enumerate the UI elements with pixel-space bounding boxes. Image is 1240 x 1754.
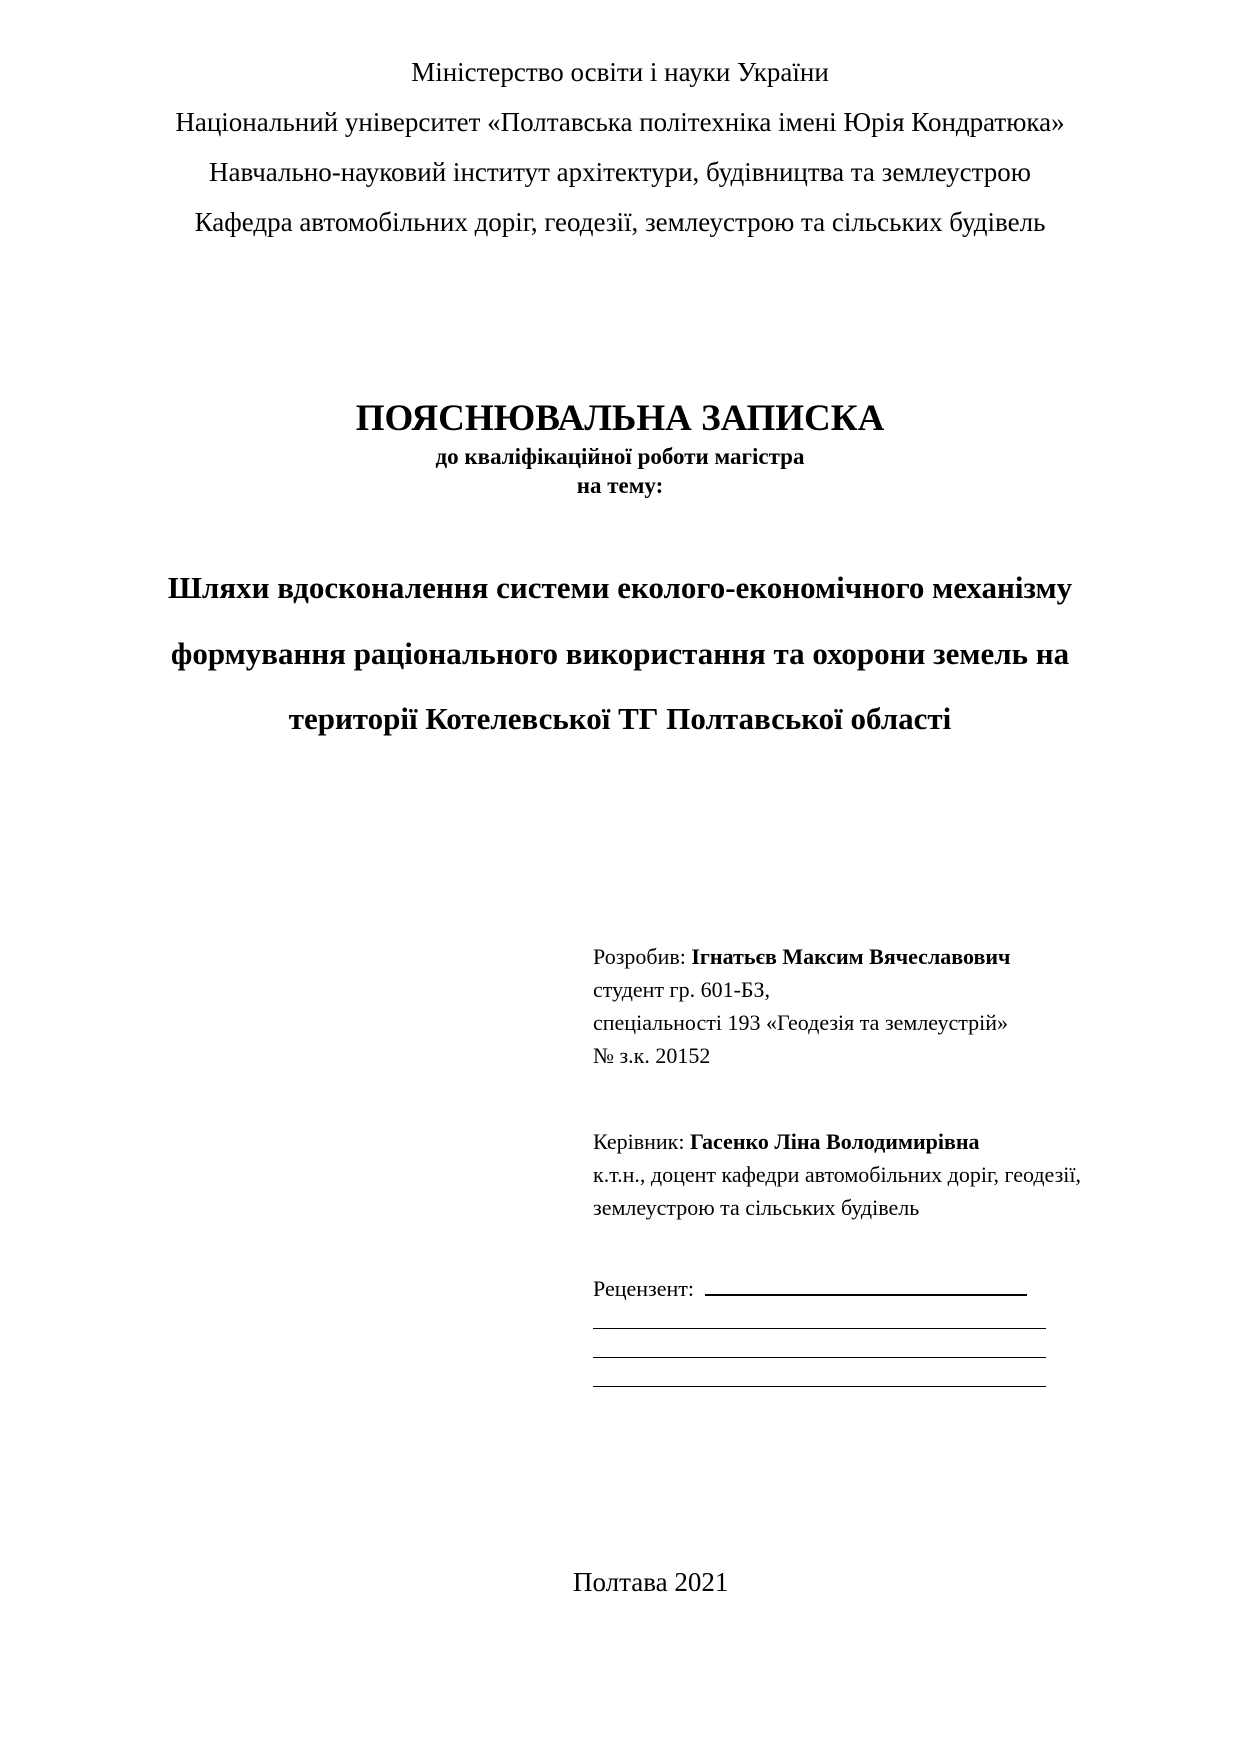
document-title: ПОЯСНЮВАЛЬНА ЗАПИСКА xyxy=(355,398,885,439)
ministry-name: Міністерство освіти і науки України xyxy=(411,57,829,87)
theme-line-3: території Котелевської ТГ Полтавської області xyxy=(288,701,952,736)
supervisor-position-1: к.т.н., доцент кафедри автомобільних доріг, геодезії, xyxy=(593,1162,1082,1187)
author-line xyxy=(593,940,1010,973)
reviewer-signature-line xyxy=(705,1276,1027,1296)
institute-name: Навчально-науковий інститут архітектури, будівництва та землеустрою xyxy=(209,157,1031,187)
supervisor-line xyxy=(593,1125,1081,1158)
reviewer-blank-line-1 xyxy=(593,1328,1046,1329)
supervisor-block xyxy=(593,1125,1081,1224)
department-name: Кафедра автомобільних доріг, геодезії, землеустрою та сільських будівель xyxy=(194,207,1046,237)
document-subtitle: до кваліфікаційної роботи магістра xyxy=(435,444,805,469)
place-year: Полтава 2021 xyxy=(573,1567,729,1597)
reviewer-blank-line-2 xyxy=(593,1357,1046,1358)
supervisor-name: Гасенко Ліна Володимирівна xyxy=(689,1129,980,1154)
topic-label: на тему: xyxy=(576,473,664,498)
supervisor-position-2: землеустрою та сільських будівель xyxy=(593,1195,920,1220)
author-label: Розробив: xyxy=(593,944,686,969)
theme-line-1: Шляхи вдосконалення системи еколого-економічного механізму xyxy=(167,570,1073,605)
theme-line-2: формування раціонального використання та охорони земель на xyxy=(170,636,1070,671)
author-name: Ігнатьєв Максим Вячеславович xyxy=(691,944,1011,969)
reviewer-block xyxy=(593,1272,1027,1305)
university-name: Національний університет «Полтавська політехніка імені Юрія Кондратюка» xyxy=(175,107,1065,137)
author-specialty: спеціальності 193 «Геодезія та землеустрій» xyxy=(593,1010,1009,1035)
author-record: № з.к. 20152 xyxy=(593,1043,711,1068)
reviewer-line xyxy=(593,1272,1027,1305)
author-group: студент гр. 601-БЗ, xyxy=(593,977,771,1002)
supervisor-label: Керівник: xyxy=(593,1129,685,1154)
reviewer-label: Рецензент: xyxy=(593,1276,694,1301)
author-block xyxy=(593,940,1010,1072)
reviewer-blank-line-3 xyxy=(593,1386,1046,1387)
